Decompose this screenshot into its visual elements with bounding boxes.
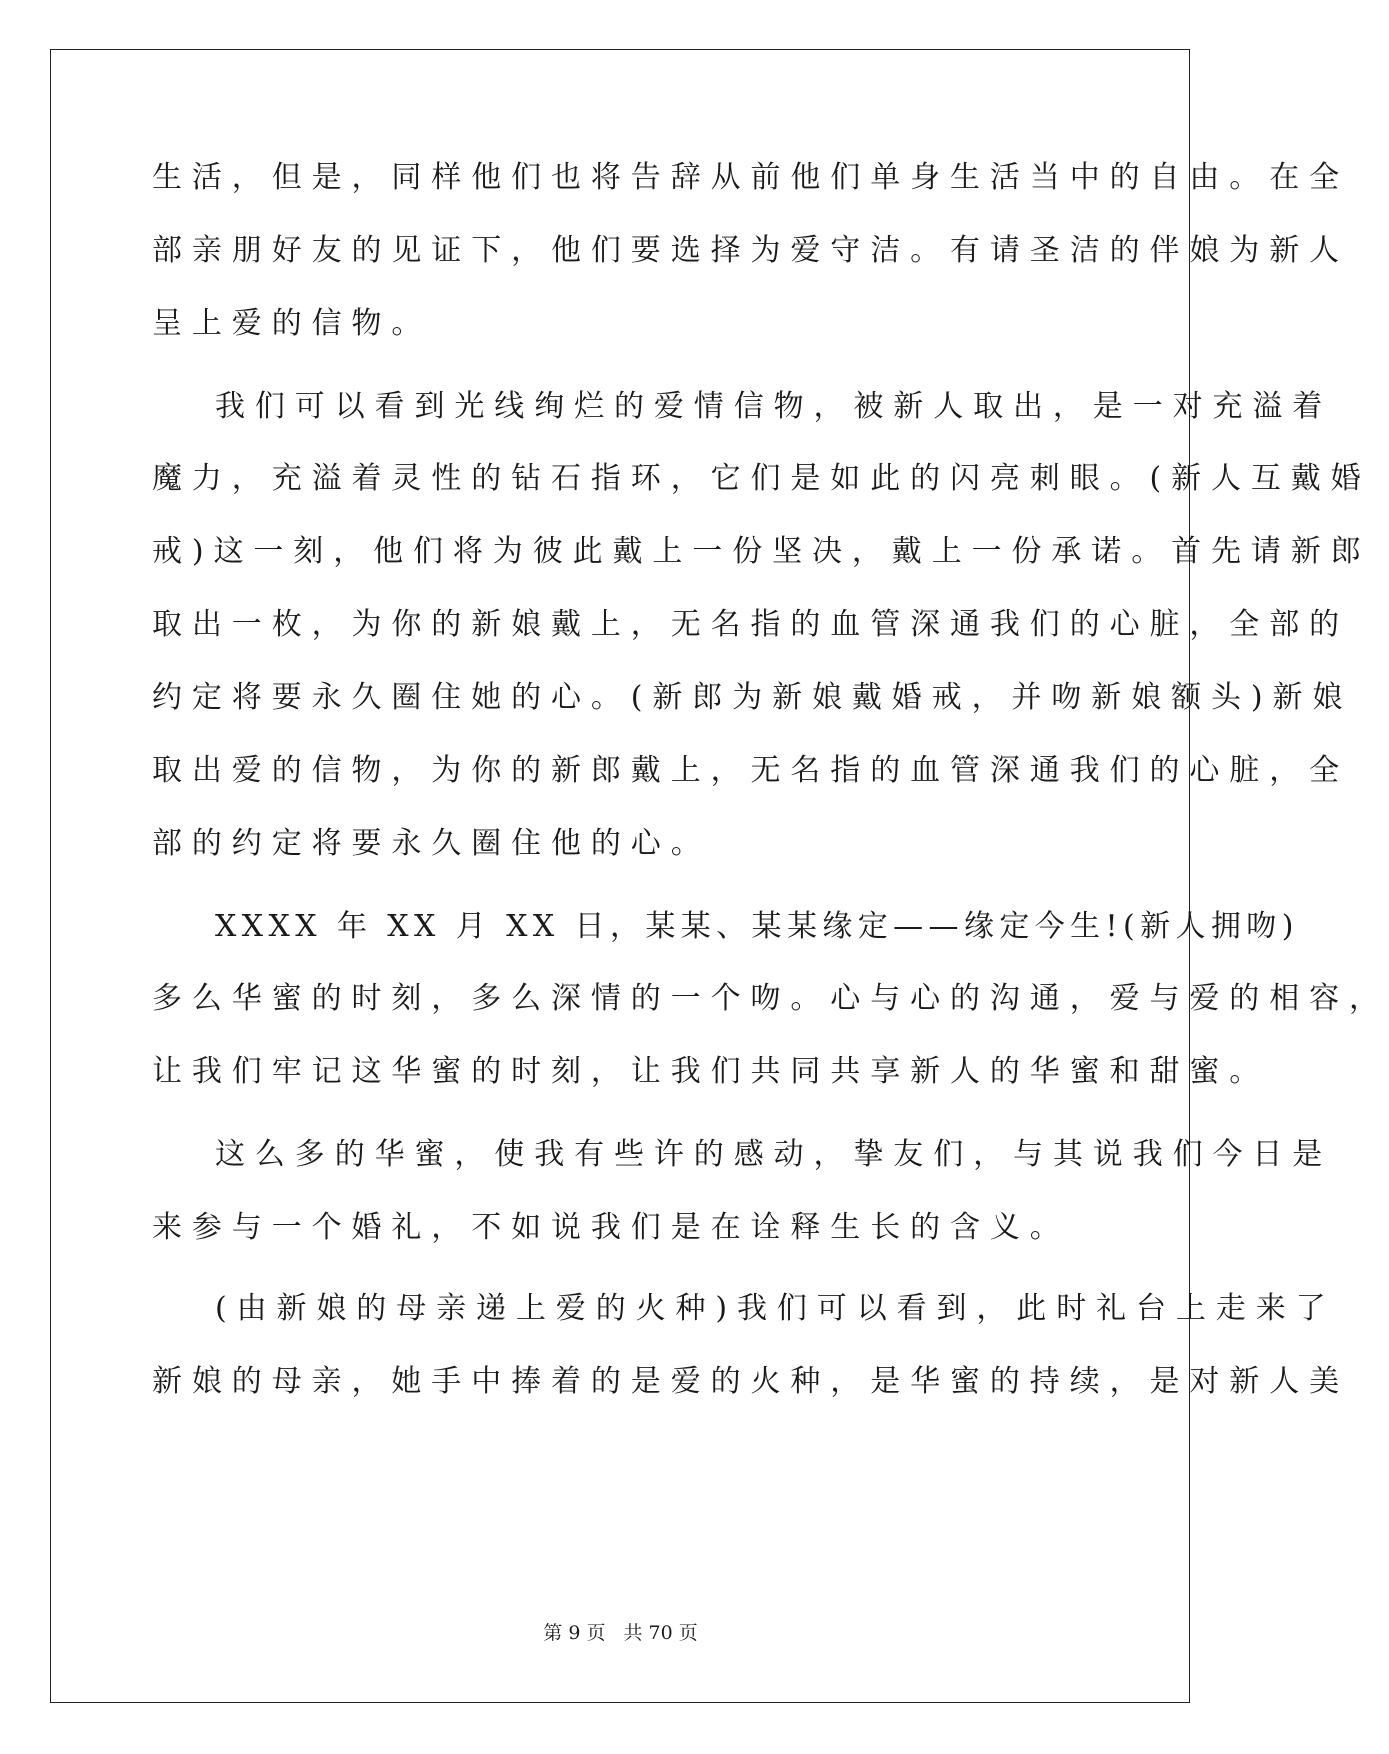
page-footer — [0, 1621, 1241, 1645]
text-line: 多么华蜜的时刻，多么深情的一个吻。心与心的沟通，爱与爱的相容， — [152, 981, 1389, 1016]
text-line: 生活，但是，同样他们也将告辞从前他们单身生活当中的自由。在全 — [152, 160, 1349, 195]
page-total: 共 70 页 — [623, 1622, 698, 1644]
page-border — [50, 49, 1190, 1703]
text-line: 来参与一个婚礼，不如说我们是在诠释生长的含义。 — [152, 1210, 1070, 1245]
paragraph-first-line: 我们可以看到光线绚烂的爱情信物，被新人取出，是一对充溢着 — [215, 389, 1333, 424]
page-number: 第 9 页 — [543, 1622, 606, 1644]
paragraph-first-line: XXXX 年 XX 月 XX 日，某某、某某缘定——缘定今生!(新人拥吻) — [215, 909, 1299, 944]
paragraph-first-line: (由新娘的母亲递上爱的火种)我们可以看到，此时礼台上走来了 — [215, 1291, 1336, 1326]
text-line: 约定将要永久圈住她的心。(新郎为新娘戴婚戒，并吻新娘额头)新娘 — [152, 680, 1353, 715]
text-line: 新娘的母亲，她手中捧着的是爱的火种，是华蜜的持续，是对新人美 — [152, 1364, 1349, 1399]
text-line: 取出爱的信物，为你的新郎戴上，无名指的血管深通我们的心脏，全 — [152, 753, 1349, 788]
paragraph-first-line: 这么多的华蜜，使我有些许的感动，挚友们，与其说我们今日是 — [215, 1137, 1333, 1172]
text-line: 部的约定将要永久圈住他的心。 — [152, 826, 711, 861]
text-line: 取出一枚，为你的新娘戴上，无名指的血管深通我们的心脏，全部的 — [152, 607, 1349, 642]
text-line: 魔力，充溢着灵性的钻石指环，它们是如此的闪亮刺眼。(新人互戴婚 — [152, 461, 1371, 496]
text-line: 部亲朋好友的见证下，他们要选择为爱守洁。有请圣洁的伴娘为新人 — [152, 233, 1349, 268]
text-line: 呈上爱的信物。 — [152, 306, 432, 341]
text-line: 戒)这一刻，他们将为彼此戴上一份坚决，戴上一份承诺。首先请新郎 — [152, 534, 1371, 569]
text-line: 让我们牢记这华蜜的时刻，让我们共同共享新人的华蜜和甜蜜。 — [152, 1054, 1270, 1089]
